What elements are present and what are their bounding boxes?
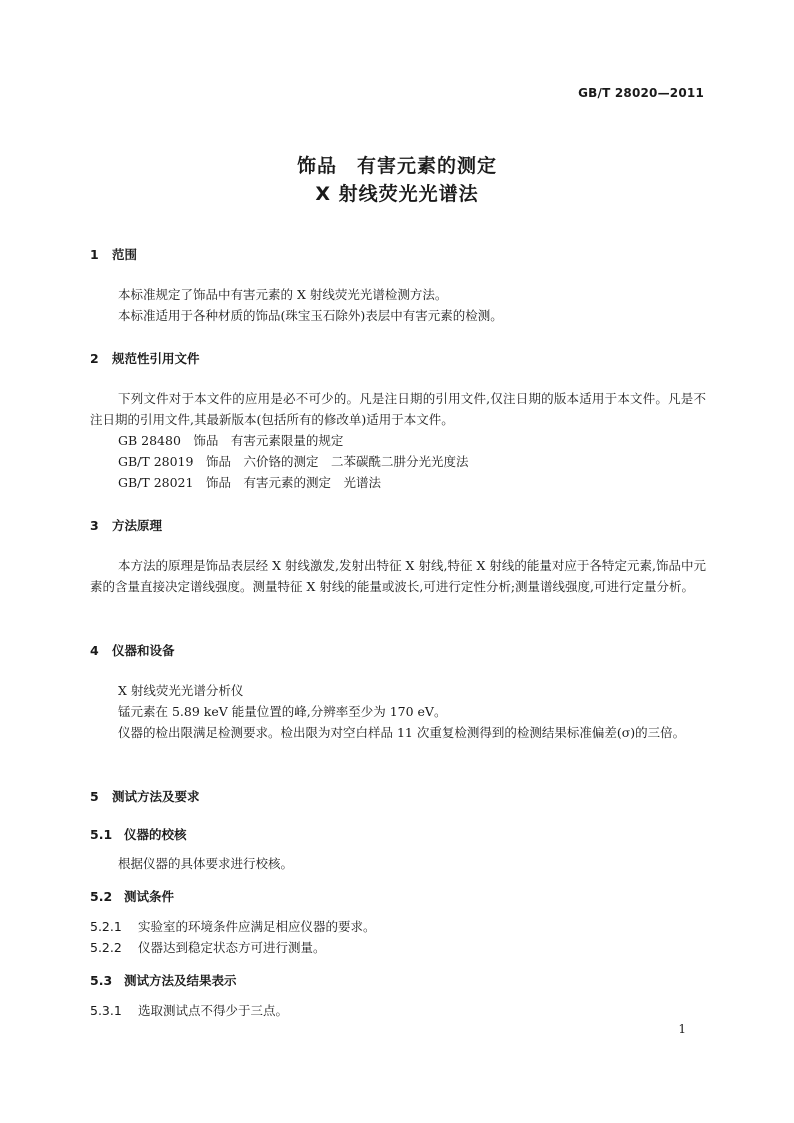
clause-number: 5.3.1 [90, 1003, 122, 1018]
clause-text: 选取测试点不得少于三点。 [138, 1003, 289, 1018]
section-number: 3 [90, 518, 99, 533]
document-title: 饰品 有害元素的测定 [296, 155, 497, 177]
section-number: 4 [90, 643, 99, 658]
scope-line-2: 本标准适用于各种材质的饰品(珠宝玉石除外)表层中有害元素的检测。 [118, 308, 503, 323]
instrument-resolution: 锰元素在 5.89 keV 能量位置的峰,分辨率至少为 170 eV。 [118, 704, 447, 719]
section-number: 1 [90, 247, 99, 262]
section-5-2-heading [90, 887, 174, 905]
section-2-heading [90, 349, 200, 367]
references-intro: 下列文件对于本文件的应用是必不可少的。凡是注日期的引用文件,仅注日期的版本适用于本文件。凡是不注日期的引用文件,其最新版本(包括所有的修改单)适用于本文件。 [90, 391, 706, 427]
calibration-text: 根据仪器的具体要求进行校核。 [118, 856, 294, 871]
section-title: 范围 [112, 247, 138, 262]
clause-5-3-1 [90, 1000, 288, 1021]
clause-text: 仪器达到稳定状态方可进行测量。 [138, 940, 326, 955]
scope-line-1: 本标准规定了饰品中有害元素的 X 射线荧光光谱检测方法。 [118, 287, 448, 302]
reference-item: GB/T 28019 饰品 六价铬的测定 二苯碳酰二肼分光光度法 [118, 454, 469, 469]
instrument-name: X 射线荧光光谱分析仪 [118, 683, 244, 698]
reference-item: GB/T 28021 饰品 有害元素的测定 光谱法 [118, 475, 381, 490]
clause-number: 5.2.1 [90, 919, 122, 934]
section-title: 方法原理 [112, 518, 163, 533]
detection-limit-paragraph: 仪器的检出限满足检测要求。检出限为对空白样品 11 次重复检测得到的检测结果标准偏差(σ)的三倍。 [118, 725, 686, 740]
section-title: 测试方法及结果表示 [124, 973, 237, 988]
standard-code: GB/T 28020—2011 [578, 86, 704, 100]
section-5-heading [90, 787, 200, 805]
section-number: 2 [90, 351, 99, 366]
section-title: 测试条件 [124, 889, 175, 904]
clause-text: 实验室的环境条件应满足相应仪器的要求。 [138, 919, 376, 934]
section-title: 规范性引用文件 [112, 351, 200, 366]
section-number: 5.2 [90, 889, 113, 904]
section-1-heading [90, 245, 137, 263]
section-title: 仪器的校核 [124, 827, 187, 842]
section-number: 5.3 [90, 973, 113, 988]
section-number: 5.1 [90, 827, 113, 842]
section-title: 测试方法及要求 [112, 789, 200, 804]
clause-5-2-1 [90, 916, 376, 937]
clause-5-2-2 [90, 937, 326, 958]
page-number: 1 [678, 1022, 686, 1036]
section-4-heading [90, 641, 175, 659]
document-subtitle: X 射线荧光光谱法 [315, 183, 479, 205]
section-title: 仪器和设备 [112, 643, 175, 658]
reference-item: GB 28480 饰品 有害元素限量的规定 [118, 433, 344, 448]
principle-paragraph: 本方法的原理是饰品表层经 X 射线激发,发射出特征 X 射线,特征 X 射线的能量对应于各特定元素,饰品中元素的含量直接决定谱线强度。测量特征 X 射线的能量或波长,可进行定性分析;测量谱线强度,可进行定量分析。 [90, 558, 706, 594]
section-3-heading [90, 516, 162, 534]
section-5-3-heading [90, 971, 237, 989]
section-number: 5 [90, 789, 99, 804]
section-5-1-heading [90, 825, 187, 843]
clause-number: 5.2.2 [90, 940, 122, 955]
